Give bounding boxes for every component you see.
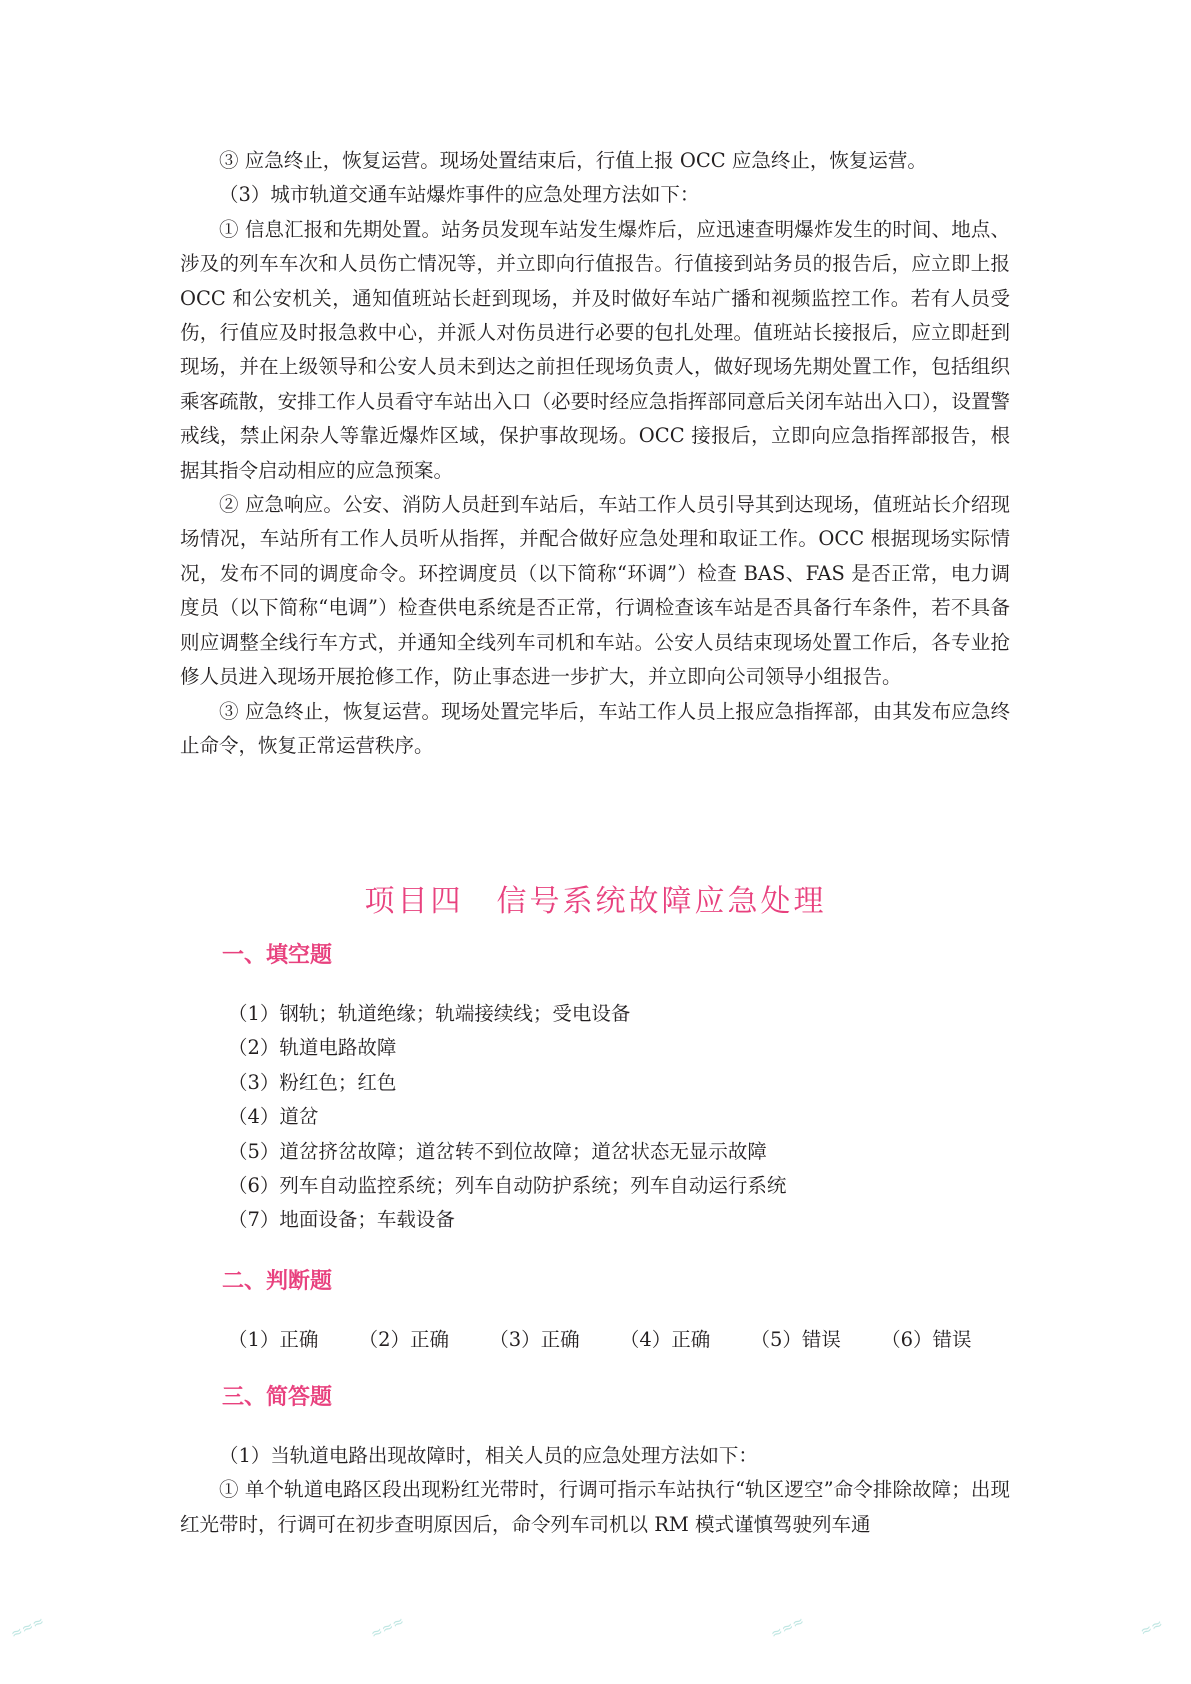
- paragraph: （1）当轨道电路出现故障时，相关人员的应急处理方法如下：: [219, 1444, 758, 1467]
- watermark-icon: ≈≈≈: [368, 1613, 407, 1643]
- section-heading: 一、填空题: [222, 943, 333, 968]
- list-item: （5）错误: [750, 1328, 841, 1351]
- watermark-icon: ≈≈: [1137, 1615, 1166, 1641]
- true-false-section: [180, 1264, 1010, 1357]
- list-item: （5）道岔挤岔故障；道岔转不到位故障；道岔状态无显示故障: [228, 1139, 767, 1163]
- list-item: （4）正确: [619, 1328, 711, 1351]
- paragraph: ③ 应急终止，恢复运营。现场处置完毕后，车站工作人员上报应急指挥部，由其发布应急终止命令，恢复正常运营秩序。: [180, 699, 1010, 757]
- page-title: 项目四 信号系统故障应急处理: [364, 884, 827, 920]
- watermark-icon: ≈≈≈: [8, 1613, 47, 1643]
- list-item: （3）粉红色；红色: [228, 1070, 397, 1094]
- short-answer-body: [180, 1439, 1010, 1542]
- list-item: （1）正确: [228, 1328, 319, 1351]
- list-item: （2）正确: [358, 1328, 450, 1351]
- list-item: （1）钢轨；轨道绝缘；轨端接续线；受电设备: [228, 1002, 631, 1025]
- paragraph: （3）城市轨道交通车站爆炸事件的应急处理方法如下：: [219, 183, 700, 207]
- list-item: （6）错误: [881, 1328, 972, 1351]
- list-item: （7）地面设备；车载设备: [228, 1208, 455, 1232]
- list-item: （4）道岔: [228, 1105, 319, 1129]
- list-item: （6）列车自动监控系统；列车自动防护系统；列车自动运行系统: [228, 1174, 787, 1198]
- paragraph: ① 信息汇报和先期处置。站务员发现车站发生爆炸后，应迅速查明爆炸发生的时间、地点、涉及的列车车次和人员伤亡情况等，并立即向行值报告。行值接到站务员的报告后，应立即上报 OCC 和公安机关，通知值班站长赶到现场，并及时做好车站广播和视频监控工作。若有人员受伤，行值应及时报急救中心，并派人对伤员进行必要的包扎处理。值班站长接报后，应立即赶到现场，并在上级领导和公安人员未到达之前担任现场负责人，做好现场先期处置工作，包括组织乘客疏散，安排工作人员看守车站出入口（必要时经应急指挥部同意后关闭车站出入口），设置警戒线，禁止闲杂人等靠近爆炸区域，保护事故现场。OCC 接报后，立即向应急指挥部报告，根据其指令启动相应的应急预案。: [180, 217, 1010, 482]
- paragraph: ① 单个轨道电路区段出现粉红光带时，行调可指示车站执行“轨区逻空”命令排除故障；出现红光带时，行调可在初步查明原因后，命令列车司机以 RM 模式谨慎驾驶列车通: [180, 1478, 1010, 1536]
- section-heading: 二、判断题: [222, 1269, 333, 1294]
- section-heading: 三、简答题: [222, 1385, 333, 1410]
- answer-row: [180, 1323, 1010, 1357]
- short-answer-section: [180, 1380, 1010, 1542]
- paragraph: ③ 应急终止，恢复运营。现场处置结束后，行值上报 OCC 应急终止，恢复运营。: [219, 149, 927, 172]
- watermark-icon: ≈≈≈: [768, 1613, 807, 1643]
- paragraph: ② 应急响应。公安、消防人员赶到车站后，车站工作人员引导其到达现场，值班站长介绍现场情况，车站所有工作人员听从指挥，并配合做好应急处理和取证工作。OCC 根据现场实际情况，发布不同的调度命令。环控调度员（以下简称“环调”）检查 BAS、FAS 是否正常，电力调度员（以下简称“电调”）检查供电系统是否正常，行调检查该车站是否具备行车条件，若不具备则应调整全线行车方式，并通知全线列车司机和车站。公安人员结束现场处置工作后，各专业抢修人员进入现场开展抢修工作，防止事态进一步扩大，并立即向公司领导小组报告。: [180, 493, 1010, 689]
- list-item: （2）轨道电路故障: [228, 1036, 397, 1060]
- answer-list: [180, 997, 1010, 1238]
- body-text: [180, 144, 1010, 763]
- fill-blank-section: [180, 938, 1010, 1238]
- list-item: （3）正确: [489, 1328, 580, 1351]
